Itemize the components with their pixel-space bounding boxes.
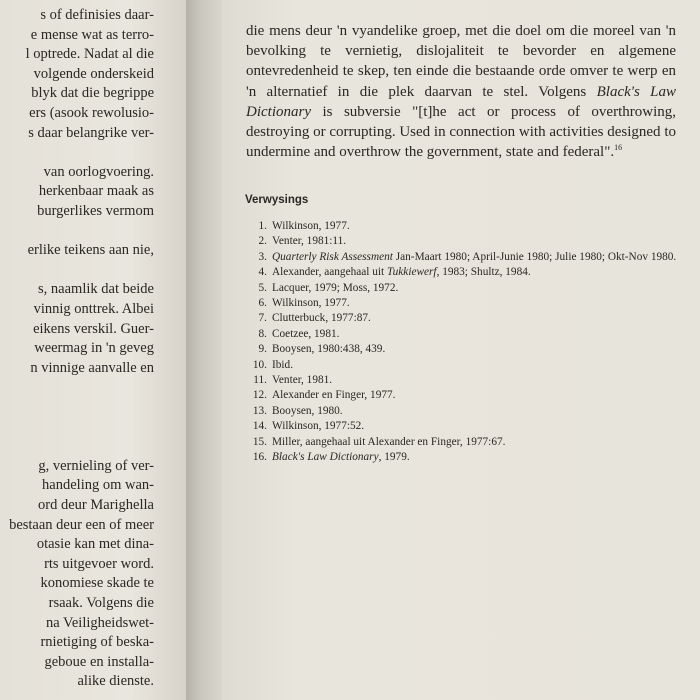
left-page-line bbox=[0, 261, 186, 280]
left-page-line-text: na Veiligheidswet- bbox=[45, 614, 154, 631]
left-page-line bbox=[0, 339, 186, 358]
left-page-line-text: otasie kan met dina- bbox=[36, 536, 154, 553]
left-page-line bbox=[0, 143, 186, 162]
references-list bbox=[250, 219, 680, 466]
reference-text-pre: Venter, 1981:11. bbox=[272, 235, 347, 248]
left-page-line-text: konomiese skade te bbox=[40, 575, 154, 592]
reference-text bbox=[272, 234, 680, 249]
reference-text-pre: Wilkinson, 1977. bbox=[272, 297, 350, 310]
left-page-line bbox=[0, 574, 186, 593]
reference-number: 14. bbox=[252, 420, 267, 433]
left-page-line bbox=[0, 320, 186, 339]
references-heading: Verwysings bbox=[245, 194, 309, 206]
reference-item bbox=[250, 358, 680, 373]
left-page-line-text: weermag in 'n geveg bbox=[34, 340, 154, 357]
left-page-line bbox=[0, 555, 186, 574]
reference-text bbox=[272, 419, 680, 434]
left-page-line bbox=[0, 398, 186, 417]
reference-text-italic: Quarterly Risk Assessment bbox=[272, 250, 393, 263]
left-page-line-text: bestaan deur een of meer bbox=[9, 516, 154, 533]
left-page-line-text: vinnig onttrek. Albei bbox=[33, 301, 154, 317]
left-page-line bbox=[0, 614, 186, 633]
reference-text bbox=[272, 388, 680, 403]
reference-number: 3. bbox=[258, 250, 267, 263]
reference-item bbox=[250, 265, 680, 280]
reference-text bbox=[272, 250, 680, 265]
reference-text-pre: Alexander, aangehaal uit bbox=[272, 266, 387, 279]
left-page-line bbox=[0, 594, 186, 613]
left-page-line-text: ord deur Marighella bbox=[38, 497, 154, 513]
left-page-line-text: geboue en installa- bbox=[44, 653, 154, 670]
left-page-line-text: erlike teikens aan nie, bbox=[27, 242, 154, 259]
left-page-line-text: blyk dat die begrippe bbox=[31, 85, 154, 102]
left-page-line bbox=[0, 437, 186, 456]
reference-number: 12. bbox=[252, 389, 267, 402]
reference-item bbox=[250, 219, 680, 234]
left-page-line-text: alike dienste. bbox=[77, 673, 154, 690]
reference-item bbox=[250, 296, 680, 311]
reference-text bbox=[272, 342, 680, 357]
reference-text-pre: Lacquer, 1979; Moss, 1972. bbox=[272, 281, 399, 294]
reference-text-pre: Booysen, 1980:438, 439. bbox=[272, 343, 386, 356]
reference-text bbox=[272, 358, 680, 373]
left-page-line bbox=[0, 6, 186, 25]
reference-text-italic: Black's Law Dictionary bbox=[272, 451, 379, 464]
body-text-part1: die mens deur 'n vyandelike groep, met die doel om die moreel van 'n bevolking te vernietig, dislojaliteit te bevorder en algemene ontevredenheid te skep, ten einde die bestaande orde omver te werp en 'n alternatief in die plek daarvan te stel. Volgens bbox=[246, 23, 676, 100]
left-page-line-text: l optrede. Nadat al die bbox=[25, 46, 154, 63]
right-page bbox=[222, 0, 700, 700]
left-page-line-text: eikens verskil. Guer- bbox=[33, 320, 154, 337]
left-page-line-text: van oorlogvoering. bbox=[43, 163, 154, 180]
reference-number: 16. bbox=[252, 451, 267, 464]
reference-number: 6. bbox=[258, 297, 267, 310]
reference-text-post: Jan-Maart 1980; April-Junie 1980; Julie 1980; Okt-Nov 1980. bbox=[392, 250, 677, 263]
reference-text-pre: Booysen, 1980. bbox=[272, 404, 343, 417]
left-page-line bbox=[0, 45, 186, 64]
reference-number: 11. bbox=[253, 374, 267, 387]
left-page-line-text: g, vernieling of ver- bbox=[38, 457, 154, 474]
left-page-line bbox=[0, 476, 186, 495]
reference-text-pre: Venter, 1981. bbox=[272, 374, 333, 387]
left-page-line-text: s daar belangrike ver- bbox=[28, 124, 154, 141]
reference-text bbox=[272, 327, 680, 342]
reference-text-italic: Tukkiewerf bbox=[386, 266, 437, 279]
left-page-line bbox=[0, 65, 186, 84]
left-page-line bbox=[0, 672, 186, 691]
reference-item bbox=[250, 450, 680, 465]
left-page-line-text: rts uitgevoer word. bbox=[44, 555, 154, 572]
reference-text-pre: Ibid. bbox=[272, 358, 294, 371]
left-page-line-text: handeling om wan- bbox=[42, 477, 154, 494]
reference-text-post: , 1983; Shultz, 1984. bbox=[436, 266, 531, 279]
reference-number: 10. bbox=[252, 358, 267, 371]
reference-text bbox=[272, 219, 680, 234]
reference-item bbox=[250, 404, 680, 419]
left-page-line bbox=[0, 104, 186, 123]
reference-item bbox=[250, 250, 680, 265]
reference-text bbox=[272, 404, 680, 419]
footnote-marker: 16 bbox=[614, 143, 623, 153]
reference-text-pre: Alexander en Finger, 1977. bbox=[272, 389, 396, 402]
left-page-line-text: rsaak. Volgens die bbox=[48, 595, 154, 611]
left-page bbox=[0, 0, 186, 700]
left-page-line bbox=[0, 241, 186, 260]
left-page-line bbox=[0, 163, 186, 182]
book-gutter bbox=[186, 0, 226, 700]
reference-item bbox=[250, 435, 680, 450]
left-page-line bbox=[0, 202, 186, 221]
left-page-line bbox=[0, 378, 186, 397]
left-page-line-text: rnietiging of beska- bbox=[40, 634, 154, 651]
left-page-line bbox=[0, 84, 186, 103]
reference-text bbox=[272, 265, 680, 280]
reference-number: 9. bbox=[258, 343, 267, 356]
reference-number: 2. bbox=[258, 235, 267, 248]
left-page-line-text: s, naamlik dat beide bbox=[38, 281, 154, 298]
left-page-line-text: e mense wat as terro- bbox=[30, 26, 154, 43]
reference-text-pre: Wilkinson, 1977. bbox=[272, 220, 350, 232]
left-page-line-text: herkenbaar maak as bbox=[38, 183, 154, 200]
left-page-line bbox=[0, 496, 186, 515]
reference-text bbox=[272, 450, 680, 465]
left-page-line bbox=[0, 26, 186, 45]
body-italic-title: Black's Law Dictionary bbox=[246, 83, 676, 120]
reference-number: 13. bbox=[252, 404, 267, 417]
reference-text-pre: Miller, aangehaal uit Alexander en Finger, 1977:67. bbox=[272, 435, 506, 448]
body-text-part2: is subversie "[t]he act or process of overthrowing, destroying or corrupting. Used in connection with activities designed to undermine and overthrow the government, state and federal". bbox=[246, 103, 676, 161]
reference-number: 4. bbox=[258, 266, 267, 279]
left-page-line bbox=[0, 633, 186, 652]
left-page-line bbox=[0, 222, 186, 241]
left-page-line-text: burgerlikes vermom bbox=[37, 203, 154, 219]
reference-item bbox=[250, 311, 680, 326]
left-page-line bbox=[0, 124, 186, 143]
reference-number: 7. bbox=[258, 312, 267, 325]
reference-text-post: , 1979. bbox=[378, 451, 410, 464]
left-page-line-text: n vinnige aanvalle en bbox=[30, 359, 154, 376]
left-page-line bbox=[0, 418, 186, 437]
reference-number: 1. bbox=[258, 220, 267, 232]
left-page-line bbox=[0, 653, 186, 672]
reference-item bbox=[250, 342, 680, 357]
body-paragraph bbox=[246, 21, 676, 162]
reference-text-pre: Clutterbuck, 1977:87. bbox=[272, 312, 371, 325]
reference-number: 5. bbox=[258, 281, 267, 294]
reference-item bbox=[250, 419, 680, 434]
reference-text bbox=[272, 296, 680, 311]
left-page-line-text: s of definisies daar- bbox=[40, 7, 154, 23]
reference-item bbox=[250, 327, 680, 342]
reference-number: 15. bbox=[252, 435, 267, 448]
left-page-line bbox=[0, 300, 186, 319]
reference-item bbox=[250, 281, 680, 296]
left-page-line bbox=[0, 359, 186, 378]
reference-item bbox=[250, 388, 680, 403]
reference-text-pre: Wilkinson, 1977:52. bbox=[272, 420, 365, 433]
reference-number: 8. bbox=[258, 327, 267, 340]
left-page-line bbox=[0, 182, 186, 201]
reference-text bbox=[272, 281, 680, 296]
reference-text bbox=[272, 373, 680, 388]
reference-text bbox=[272, 311, 680, 326]
reference-item bbox=[250, 373, 680, 388]
reference-text-pre: Coetzee, 1981. bbox=[272, 327, 340, 340]
left-page-line bbox=[0, 280, 186, 299]
reference-text bbox=[272, 435, 680, 450]
left-page-line-text: ers (asook rewolusio- bbox=[29, 105, 154, 121]
left-page-line bbox=[0, 535, 186, 554]
left-page-line-text: volgende onderskeid bbox=[33, 65, 154, 82]
reference-item bbox=[250, 234, 680, 249]
left-page-line bbox=[0, 516, 186, 535]
left-page-line bbox=[0, 457, 186, 476]
